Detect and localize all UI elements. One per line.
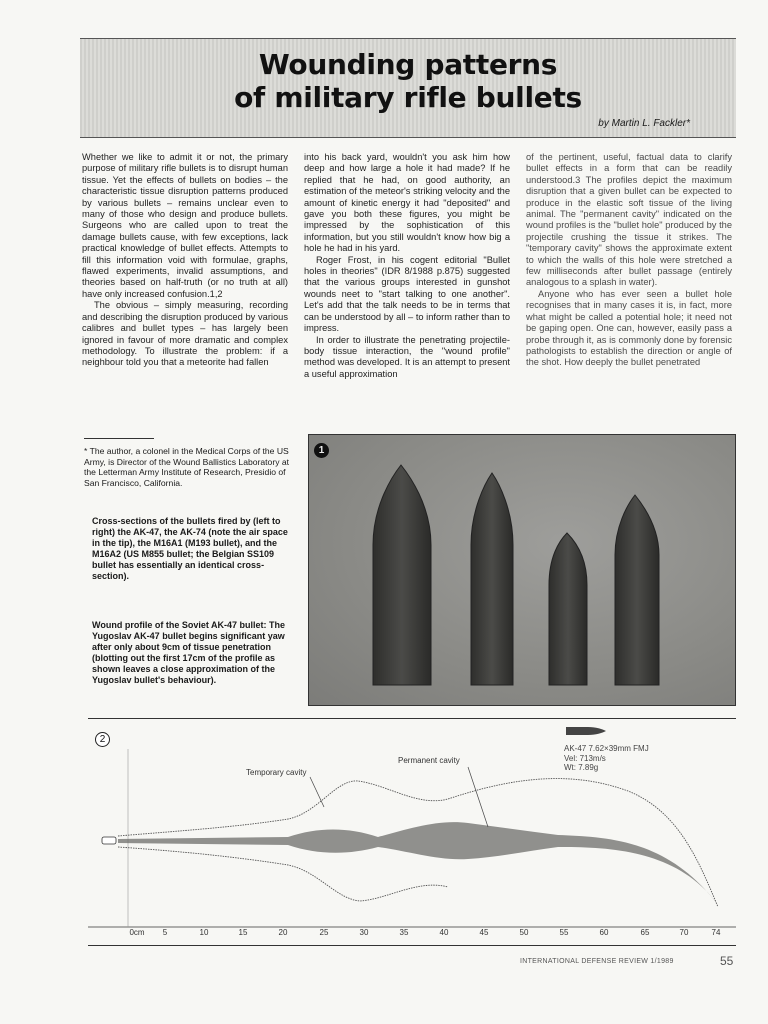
paragraph: of the pertinent, useful, factual data to clarify bullet effects in a form that can be readily understood.3 The profiles depict the maximum disruption that a given bullet can be expected to produce in the elastic soft tissue of the living animal. The "permanent cavity" indicated on the wound profiles is the "bullet hole" produced by the projectile crushing the tissue it strikes. The "temporary cavity" shows the approximate extent to which the walls of this hole were stretched a few milliseconds after bullet passage (entirely analogous to a splash in water). (526, 152, 732, 288)
tick-label: 55 (559, 928, 569, 937)
tick-label: 30 (359, 928, 369, 937)
bullet-m16a2 (615, 495, 659, 685)
bullet-specs (564, 744, 649, 773)
bullet-cross-section-photo (308, 434, 736, 706)
tick-label: 35 (399, 928, 409, 937)
bullets-illustration (309, 435, 735, 705)
spec-weight: Wt: 7.89g (564, 763, 599, 772)
journal-footer: INTERNATIONAL DEFENSE REVIEW 1/1989 (520, 958, 674, 965)
column-1 (82, 152, 288, 369)
tick-label: 65 (640, 928, 650, 937)
tick-label: 50 (519, 928, 529, 937)
tick-label: 45 (479, 928, 489, 937)
permanent-cavity-label: Permanent cavity (398, 756, 460, 765)
column-2 (304, 152, 510, 380)
permanent-cavity (118, 822, 718, 905)
leader-permanent (468, 767, 488, 827)
footnote-divider (84, 438, 154, 439)
temporary-cavity-label: Temporary cavity (246, 768, 307, 777)
paragraph: Anyone who has ever seen a bullet hole recognises that in many cases it is, in fact, more what might be called a potential hole; it need not be gaping open. One can, however, easily pass a probe through it, as is commonly done by forensic pathologists to establish the direction or angle of the shot. How deeply the bullet penetrated (526, 288, 732, 368)
temporary-cavity-outline-lower (118, 847, 448, 901)
paragraph: The obvious – simply measuring, recording and describing the disruption produced by various calibres and bullet types – has largely been ignored in favour of more dramatic and complex methodology. To illustrate the problem: if a neighbour told you that a meteorite had fallen (82, 300, 288, 368)
depth-axis-ticks (0, 928, 768, 940)
figure-1-number: 1 (314, 443, 329, 458)
tick-label: 70 (679, 928, 689, 937)
figure-2-number: 2 (95, 732, 110, 747)
spec-velocity: Vel: 713m/s (564, 753, 606, 763)
tick-label: 74 (711, 928, 721, 937)
page-number: 55 (720, 954, 734, 968)
tick-label: 25 (319, 928, 329, 937)
ak47-bullet-icon (566, 727, 606, 735)
tick-label: 20 (278, 928, 288, 937)
title-line-1: Wounding patterns (258, 48, 558, 81)
paragraph: into his back yard, wouldn't you ask him how deep and how large a hole it had made? If he replied that he had, on good authority, an estimation of the meteor's striking velocity and the amount of kinetic energy it had "deposited" and gave you both these figures, you might be impressed by the sophistication of this information, but you still wouldn't know how big a hole he had in his yard. (304, 152, 510, 254)
caption-figure-2: Wound profile of the Soviet AK-47 bullet: The Yugoslav AK-47 bullet begins significant yaw after only about 9cm of tissue penetration (blotting out the first 17cm of the profile as shown leaves a close approximation of the Yugoslav bullet's behaviour). (92, 620, 285, 685)
author-footnote: * The author, a colonel in the Medical Corps of the US Army, is Director of the Wound Ballistics Laboratory at the Letterman Army Institute of Research, Presidio of San Francisco, California. (84, 446, 290, 488)
byline: by Martin L. Fackler* (598, 118, 690, 129)
spec-cartridge: AK-47 7.62×39mm FMJ (564, 744, 649, 753)
leader-temporary (310, 777, 324, 807)
tick-label: 5 (162, 928, 168, 937)
tick-label: 40 (439, 928, 449, 937)
tick-label: 60 (599, 928, 609, 937)
bullet-ak47 (373, 465, 431, 685)
tick-label: 10 (199, 928, 209, 937)
tick-label: 15 (238, 928, 248, 937)
caption-figure-1: Cross-sections of the bullets fired by (left to right) the AK-47, the AK-74 (note the air space in the tip), the M16A1 (M193 bullet), and the M16A2 (US M855 bullet; the Belgian SS109 bullet has essentially an identical cross-section). (92, 516, 288, 581)
title-line-2: of military rifle bullets (234, 81, 582, 114)
paragraph: Whether we like to admit it or not, the primary purpose of military rifle bullets is to disrupt human tissue. Yet the effects of bullets on bodies – the characteristic tissue disruption patterns produced by various bullets – remains unclear even to many of those who design and produce bullets. Surgeons who are called upon to treat the damage bullets cause, with few exceptions, lack practical knowledge of bullet effects. Attempts to fill this information void with formulae, graphs, flawed experiments, invalid assumptions, and theories based on half-truth (or no truth at all) have only increased confusion.1,2 (82, 152, 288, 299)
bullet-entry-marker (102, 837, 116, 844)
paragraph: Roger Frost, in his cogent editorial "Bullet holes in theories" (IDR 8/1988 p.875) suggested that the various groups interested in gunshot wounds neet to "start talking to one another". Let's add that the talk needs to be in terms that can be understood by all – to inform rather than to impress. (304, 254, 510, 334)
bullet-ak74 (471, 473, 513, 685)
column-3 (526, 152, 732, 369)
article-title (80, 48, 736, 114)
paragraph: In order to illustrate the penetrating projectile-body tissue interaction, the "wound profile" method was developed. It is an attempt to present a useful approximation (304, 334, 510, 379)
tick-label: 0cm (129, 928, 145, 937)
bullet-m16a1 (549, 533, 587, 685)
